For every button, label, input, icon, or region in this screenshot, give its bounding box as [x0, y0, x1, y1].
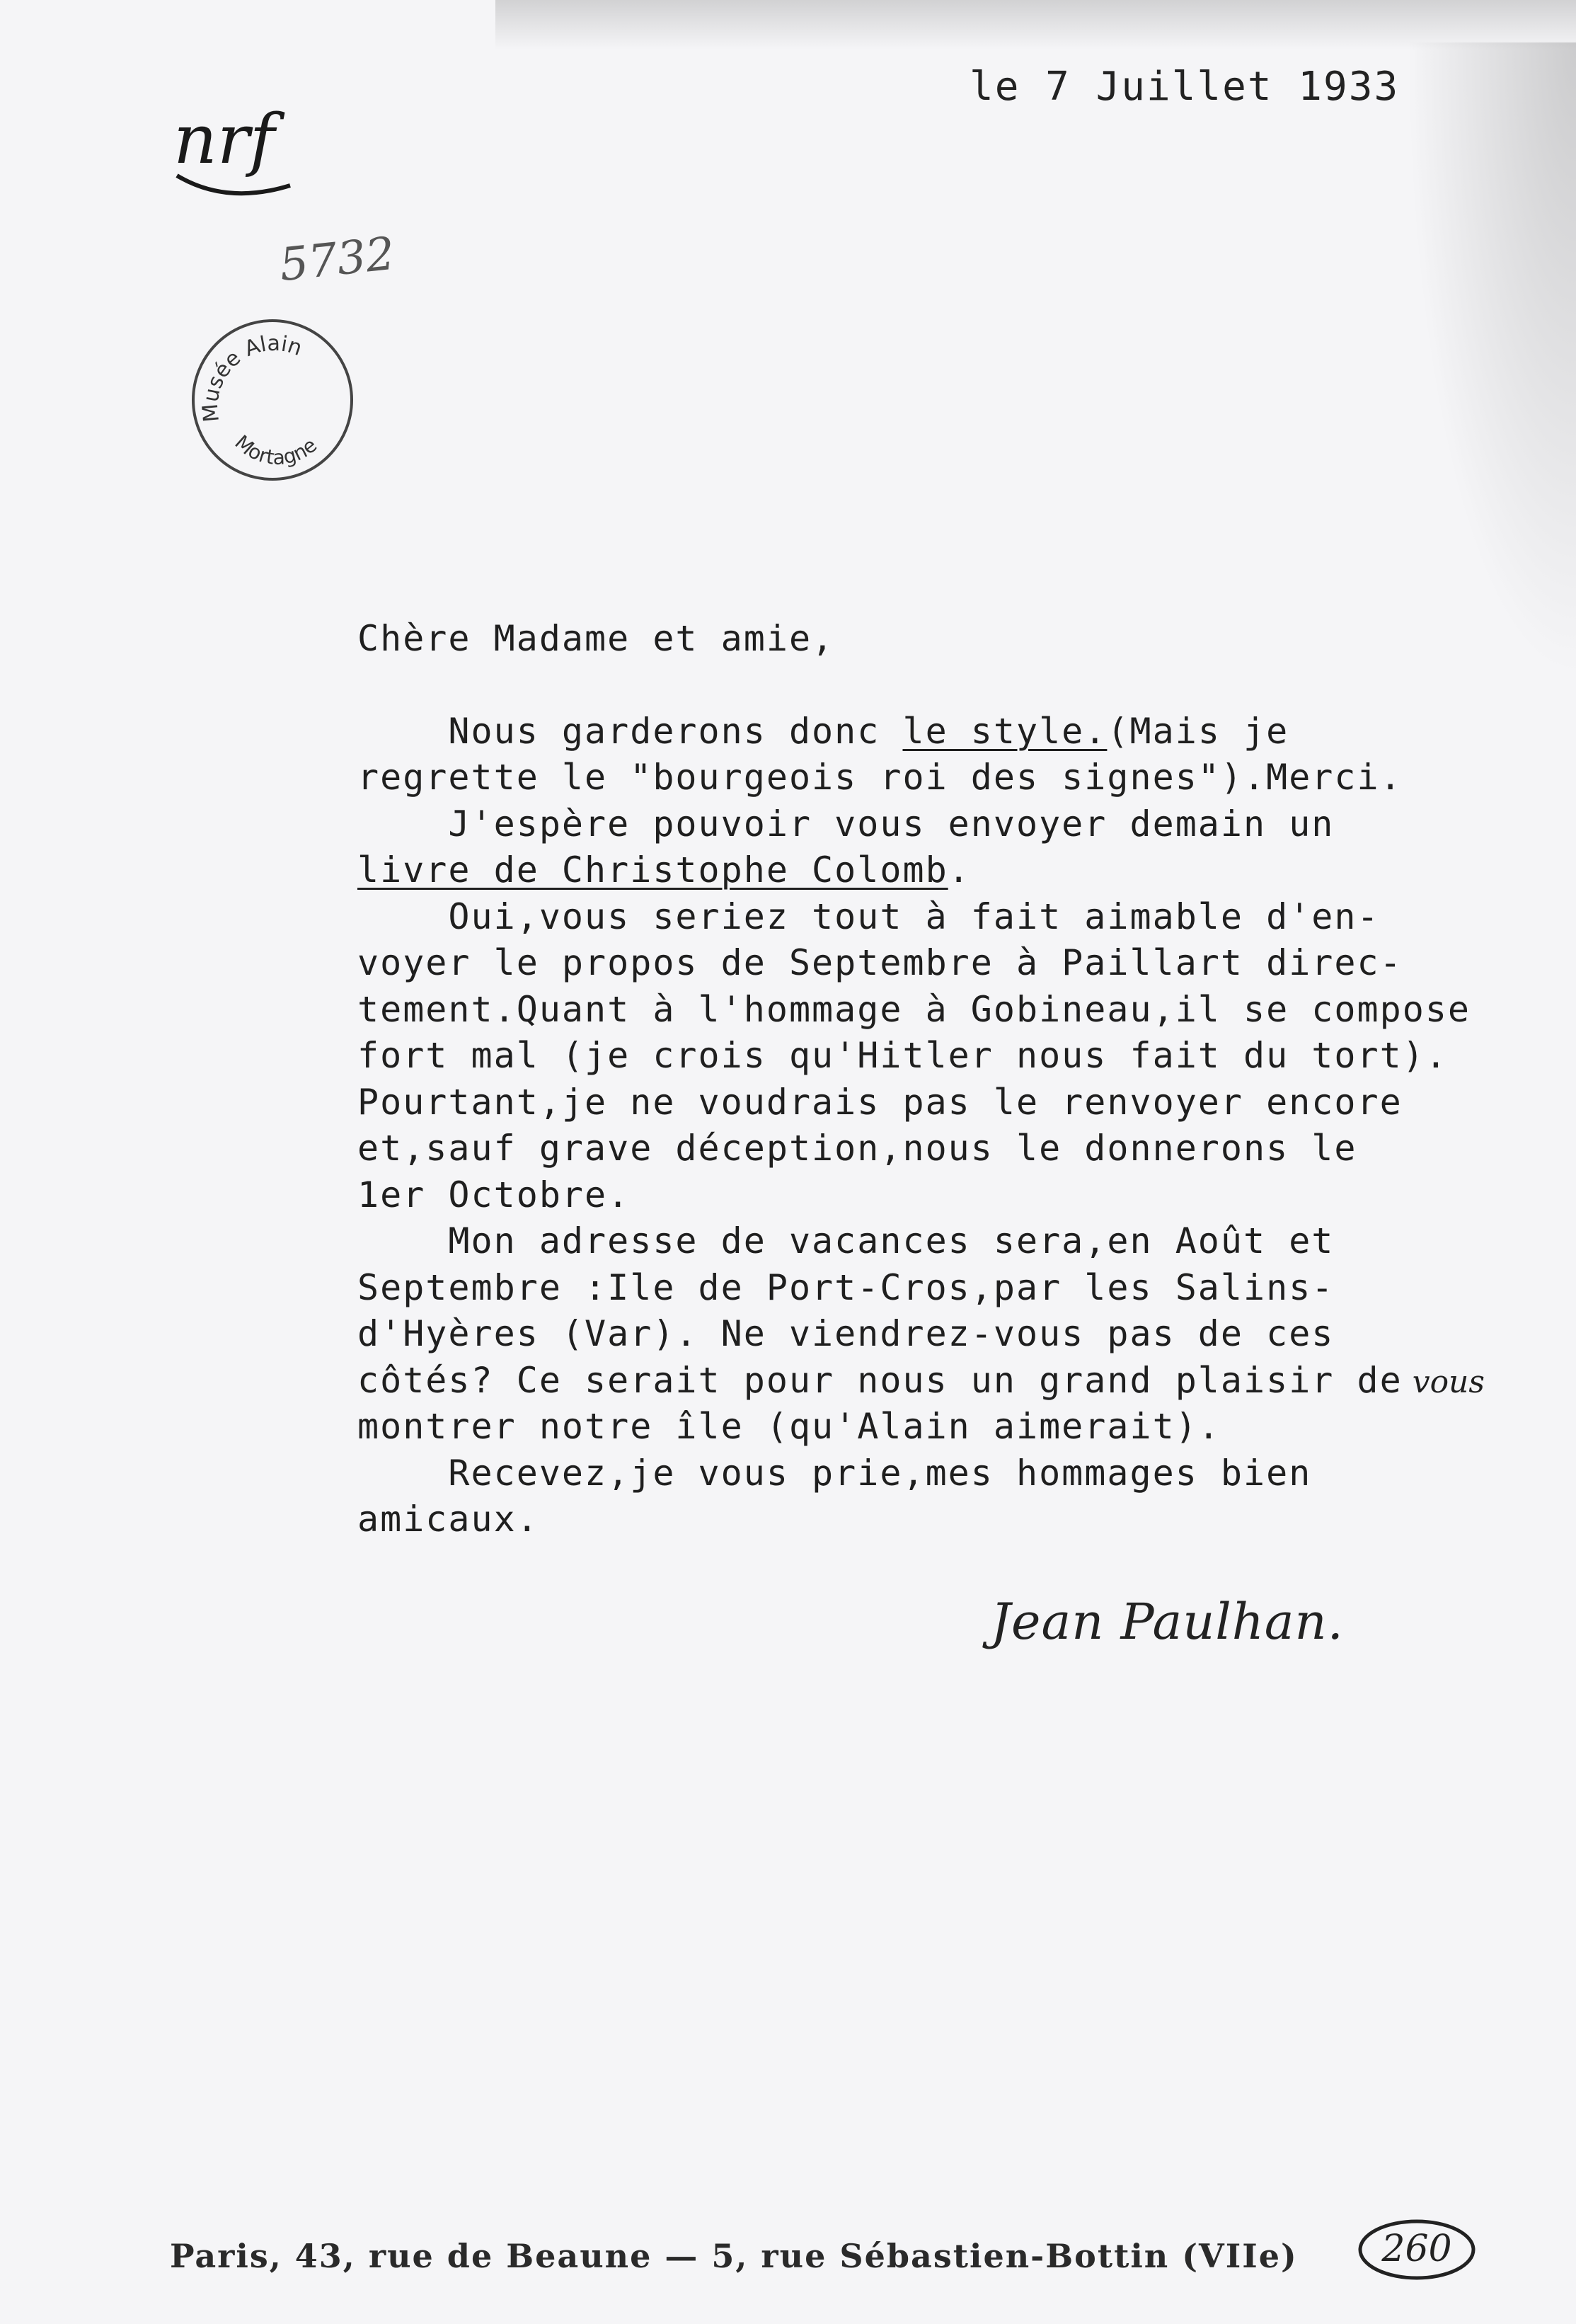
body-line-text: montrer notre île (qu'Alain aimerait). — [357, 1406, 1221, 1447]
underlined-text: le style. — [902, 710, 1108, 752]
body-line-text: regrette le "bourgeois roi des signes").Merci. — [357, 757, 1403, 798]
stamp-bottom-text: Mortagne — [230, 430, 322, 470]
stamp-top-text: Musée Alain — [197, 331, 306, 423]
body-line-text: Septembre :Ile de Port-Cros,par les Salins- — [357, 1266, 1335, 1308]
scan-smudge — [1406, 42, 1576, 680]
body-line — [357, 1496, 1504, 1543]
body-line-text: Oui,vous seriez tout à fait aimable d'en- — [357, 895, 1380, 937]
body-line-text: Nous garderons donc — [357, 710, 903, 752]
handwritten-addition: vous — [1402, 1363, 1485, 1400]
body-line — [357, 987, 1504, 1034]
body-line — [357, 1311, 1504, 1358]
body-line-text: amicaux. — [357, 1499, 539, 1540]
body-line-text: tement.Quant à l'hommage à Gobineau,il se compose — [357, 988, 1471, 1030]
page-number: 260 — [1381, 2228, 1452, 2270]
body-line — [357, 1404, 1504, 1450]
body-line — [357, 1126, 1504, 1172]
salutation: Chère Madame et amie, — [357, 618, 835, 659]
body-line — [357, 1080, 1504, 1126]
body-line — [357, 709, 1504, 755]
signature: Jean Paulhan. — [991, 1593, 1344, 1651]
body-lines — [357, 709, 1504, 1543]
page-number-circle — [1355, 2216, 1479, 2283]
body-line-text: et,sauf grave déception,nous le donnerons le — [357, 1128, 1357, 1169]
body-line — [357, 940, 1504, 987]
body-line — [357, 755, 1504, 801]
underlined-text: livre de Christophe Colomb — [357, 849, 948, 891]
body-line — [357, 1218, 1504, 1265]
body-line-text: côtés? Ce serait pour nous un grand plaisir de — [357, 1359, 1403, 1401]
body-line — [357, 1358, 1504, 1404]
letterhead-footer: Paris, 43, rue de Beaune — 5, rue Sébastien-Bottin (VIIe) — [170, 2237, 1298, 2275]
body-line — [357, 1172, 1504, 1219]
nrf-logo-text: nrf — [173, 106, 275, 179]
body-line — [357, 1265, 1504, 1312]
body-line-text: voyer le propos de Septembre à Paillart direc- — [357, 942, 1403, 983]
body-line-text: d'Hyères (Var). Ne viendrez-vous pas de ces — [357, 1313, 1335, 1354]
body-line-text: fort mal (je crois qu'Hitler nous fait du tort). — [357, 1035, 1448, 1076]
museum-stamp — [188, 315, 357, 485]
body-line — [357, 1033, 1504, 1080]
svg-text:Mortagne — [230, 430, 321, 469]
nrf-logo — [170, 106, 382, 205]
body-line-text: Pourtant,je ne voudrais pas le renvoyer encore — [357, 1081, 1403, 1123]
body-line-text-end: . — [948, 849, 971, 891]
handwritten-reference: 5732 — [277, 227, 398, 292]
body-line — [357, 801, 1504, 848]
body-line-text: 1er Octobre. — [357, 1174, 631, 1215]
body-line-text-end: (Mais je — [1107, 710, 1289, 752]
body-line — [357, 847, 1504, 894]
letter-date: le 7 Juillet 1933 — [970, 64, 1400, 110]
body-line-text: Mon adresse de vacances sera,en Août et — [357, 1220, 1335, 1261]
body-line — [357, 894, 1504, 941]
body-line-text: Recevez,je vous prie,mes hommages bien — [357, 1452, 1312, 1494]
letter-body — [357, 616, 1504, 1543]
body-line — [357, 1450, 1504, 1497]
body-line-text: J'espère pouvoir vous envoyer demain un — [357, 803, 1335, 845]
